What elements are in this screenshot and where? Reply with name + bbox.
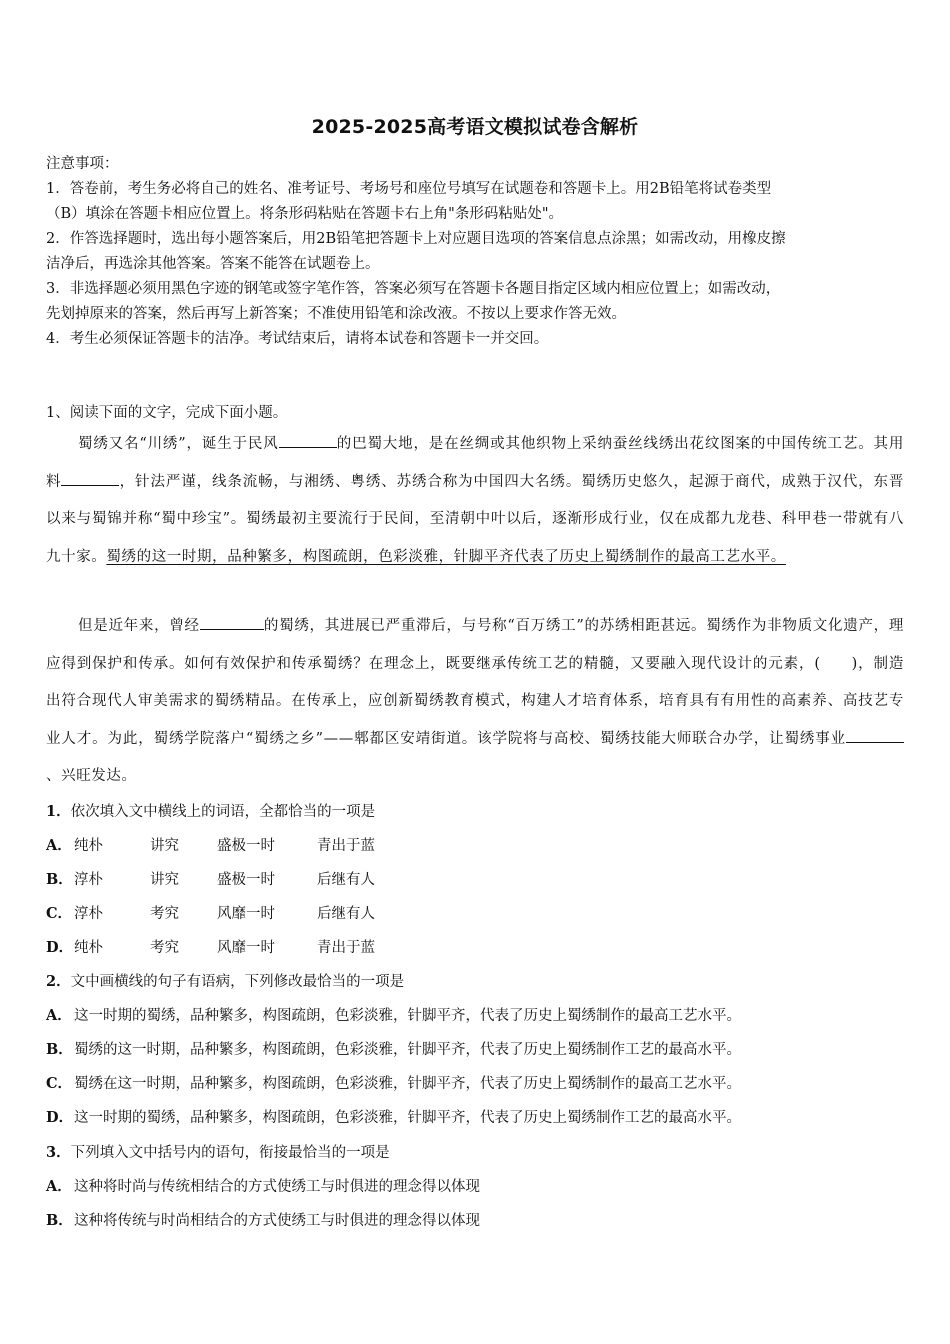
option-word: 后继有人 bbox=[317, 906, 375, 922]
fill-blank bbox=[846, 728, 904, 743]
option-label: B． bbox=[46, 1041, 73, 1058]
passage-text: 蜀绣又名“川绣”，诞生于民风 bbox=[78, 436, 279, 452]
notes-line: 4．考生必须保证答题卡的洁净。考试结束后，请将本试卷和答题卡一并交回。 bbox=[46, 331, 549, 347]
notes-line: 先划掉原来的答案，然后再写上新答案；不准使用铅笔和涂改液。不按以上要求作答无效。 bbox=[46, 306, 626, 322]
passage-text: ，针法严谨，线条流畅，与湘绣、粤绣、苏绣合称为中国四大名绣。蜀绣历史悠久，起源于商代，成熟于汉代，东晋以来与蜀锦并称“蜀中珍宝”。蜀绣最初主要流行于民间，至清朝中叶以后，逐渐形成行业，仅在成都九龙巷、科甲巷一带就有八九十家。 bbox=[46, 473, 904, 565]
option-text: 这一时期的蜀绣，品种繁多，构图疏朗，色彩淡雅，针脚平齐，代表了历史上蜀绣制作的最高工艺水平。 bbox=[74, 1008, 741, 1024]
question-3 bbox=[46, 1141, 390, 1162]
section-intro: 1、阅读下面的文字，完成下面小题。 bbox=[46, 405, 288, 421]
notes-line: （B）填涂在答题卡相应位置上。将条形码粘贴在答题卡右上角"条形码粘贴处"。 bbox=[46, 206, 563, 222]
option-text: 这种将传统与时尚相结合的方式使绣工与时俱进的理念得以体现 bbox=[74, 1213, 480, 1229]
option-word: 青出于蓝 bbox=[317, 940, 375, 956]
notes-line: 2．作答选择题时，选出每小题答案后，用2B铅笔把答题卡上对应题目选项的答案信息点涂黑；如需改动，用橡皮擦 bbox=[46, 231, 786, 247]
option-word: 风靡一时 bbox=[217, 940, 275, 956]
passage-paragraph-1 bbox=[46, 426, 904, 576]
option-word: 纯朴 bbox=[74, 838, 103, 854]
option-word: 盛极一时 bbox=[217, 838, 275, 854]
notes-heading: 注意事项： bbox=[46, 156, 119, 172]
question-1 bbox=[46, 800, 375, 821]
notes-line: 3．非选择题必须用黑色字迹的钢笔或签字笔作答，答案必须写在答题卡各题目指定区域内相应位置上；如需改动， bbox=[46, 281, 781, 297]
question-stem: 下列填入文中括号内的语句，衔接最恰当的一项是 bbox=[70, 1145, 390, 1161]
option-word: 考究 bbox=[150, 906, 179, 922]
fill-blank bbox=[200, 615, 264, 630]
option-label: C． bbox=[46, 905, 73, 922]
notes-line: 1．答卷前，考生务必将自己的姓名、准考证号、考场号和座位号填写在试题卷和答题卡上。用2B铅笔将试卷类型 bbox=[46, 181, 772, 197]
option-a[interactable] bbox=[46, 834, 375, 855]
option-label: A． bbox=[46, 837, 72, 854]
option-text: 这种将时尚与传统相结合的方式使绣工与时俱进的理念得以体现 bbox=[74, 1179, 480, 1195]
option-label: C． bbox=[46, 1075, 73, 1092]
option-label: D． bbox=[46, 939, 74, 956]
question-2 bbox=[46, 970, 404, 991]
option-word: 讲究 bbox=[150, 838, 179, 854]
underlined-sentence: 蜀绣的这一时期，品种繁多，构图疏朗，色彩淡雅，针脚平齐代表了历史上蜀绣制作的最高工艺水平。 bbox=[106, 548, 786, 565]
passage-paragraph-2 bbox=[46, 608, 904, 796]
page-title: 2025-2025高考语文模拟试卷含解析 bbox=[311, 116, 639, 138]
question-stem: 文中画横线的句子有语病，下列修改最恰当的一项是 bbox=[70, 974, 405, 990]
option-text: 这一时期的蜀绣，品种繁多，构图疏朗，色彩淡雅，针脚平齐，代表了历史上蜀绣制作工艺的最高水平。 bbox=[74, 1110, 741, 1126]
option-label: B． bbox=[46, 1212, 73, 1229]
fill-blank bbox=[61, 471, 119, 486]
fill-blank bbox=[279, 433, 337, 448]
option-word: 考究 bbox=[150, 940, 179, 956]
option-label: B． bbox=[46, 871, 73, 888]
option-word: 淳朴 bbox=[74, 872, 103, 888]
option-word: 淳朴 bbox=[74, 906, 103, 922]
option-label: A． bbox=[46, 1178, 72, 1195]
passage-text: 的蜀绣，其进展已严重滞后，与号称“百万绣工”的苏绣相距甚远。蜀绣作为非物质文化遗产，理应得到保护和传承。如何有效保护和传承蜀绣？在理念上，既要继承传统工艺的精髓，又要融入现代设计的元素，( )，制造出符合现代人审美需求的蜀绣精品。在传承上，应创新蜀绣教育模式，构建人才培育体系，培育具有有用性的高素养、高技艺专业人才。为此，蜀绣学院落户“蜀绣之乡”——郫都区安靖街道。该学院将与高校、蜀绣技能大师联合办学，让蜀绣事业 bbox=[46, 618, 904, 747]
passage-text: 但是近年来，曾经 bbox=[78, 618, 200, 634]
option-b[interactable] bbox=[46, 1209, 480, 1230]
option-text: 蜀绣在这一时期，品种繁多，构图疏朗，色彩淡雅，针脚平齐，代表了历史上蜀绣制作的最高工艺水平。 bbox=[74, 1076, 741, 1092]
option-word: 风靡一时 bbox=[217, 906, 275, 922]
option-word: 青出于蓝 bbox=[317, 838, 375, 854]
option-word: 纯朴 bbox=[74, 940, 103, 956]
question-number: 3． bbox=[46, 1144, 71, 1161]
option-b[interactable] bbox=[46, 1038, 741, 1059]
passage-text: 、兴旺发达。 bbox=[46, 768, 137, 784]
question-stem: 依次填入文中横线上的词语，全都恰当的一项是 bbox=[70, 804, 376, 820]
option-text: 蜀绣的这一时期，品种繁多，构图疏朗，色彩淡雅，针脚平齐，代表了历史上蜀绣制作工艺的最高水平。 bbox=[74, 1042, 741, 1058]
option-a[interactable] bbox=[46, 1004, 741, 1025]
option-word: 讲究 bbox=[150, 872, 179, 888]
passage-text: 的巴蜀大地，是在丝绸或其他织物上采纳蚕丝线绣出花纹图案的中国传统工艺。其用料 bbox=[46, 436, 904, 490]
option-c[interactable] bbox=[46, 902, 375, 923]
option-word: 盛极一时 bbox=[217, 872, 275, 888]
option-label: A． bbox=[46, 1007, 72, 1024]
option-d[interactable] bbox=[46, 1106, 741, 1127]
option-d[interactable] bbox=[46, 936, 375, 957]
option-c[interactable] bbox=[46, 1072, 741, 1093]
question-number: 2． bbox=[46, 973, 71, 990]
notes-line: 洁净后，再选涂其他答案。答案不能答在试题卷上。 bbox=[46, 256, 380, 272]
question-number: 1． bbox=[46, 803, 71, 820]
option-b[interactable] bbox=[46, 868, 375, 889]
option-word: 后继有人 bbox=[317, 872, 375, 888]
option-a[interactable] bbox=[46, 1175, 480, 1196]
option-label: D． bbox=[46, 1109, 74, 1126]
